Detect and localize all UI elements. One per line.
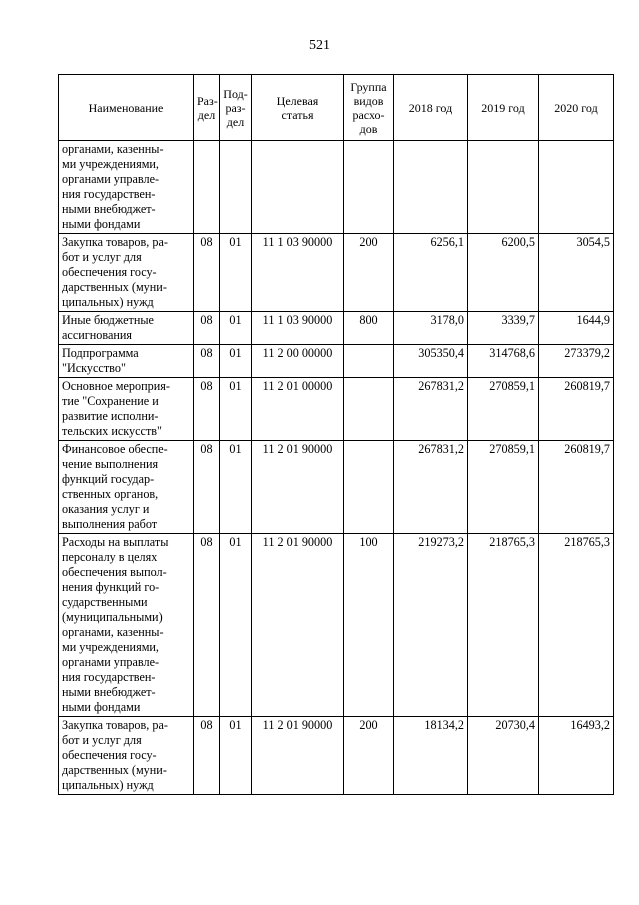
table-row [59, 378, 614, 441]
cell-2020: 260819,7 [539, 441, 614, 534]
header-subsection: Под- раз- дел [220, 75, 252, 141]
cell-2018: 219273,2 [394, 534, 468, 717]
cell-2018: 3178,0 [394, 312, 468, 345]
cell-name: органами, казенны- ми учреждениями, органами управле- ния государствен- ными внебюджет- ными фондами [59, 141, 194, 234]
cell-name: Закупка товаров, ра- бот и услуг для обеспечения госу- дарственных (муни- ципальных) нужд [59, 234, 194, 312]
cell-2019: 270859,1 [468, 441, 539, 534]
cell-group: 100 [344, 534, 394, 717]
cell-2019: 270859,1 [468, 378, 539, 441]
cell-section: 08 [194, 441, 220, 534]
cell-2018: 267831,2 [394, 441, 468, 534]
cell-group: 200 [344, 234, 394, 312]
cell-group [344, 441, 394, 534]
cell-2019: 3339,7 [468, 312, 539, 345]
cell-section: 08 [194, 312, 220, 345]
cell-section: 08 [194, 234, 220, 312]
cell-section [194, 141, 220, 234]
table-header-row [59, 75, 614, 141]
cell-group [344, 345, 394, 378]
page-number: 521 [309, 38, 330, 53]
cell-section: 08 [194, 717, 220, 795]
cell-2018: 18134,2 [394, 717, 468, 795]
header-2018: 2018 год [394, 75, 468, 141]
cell-subsection: 01 [220, 378, 252, 441]
cell-2020: 3054,5 [539, 234, 614, 312]
table-row [59, 141, 614, 234]
cell-target: 11 2 01 90000 [252, 717, 344, 795]
cell-section: 08 [194, 345, 220, 378]
cell-subsection: 01 [220, 717, 252, 795]
cell-group: 800 [344, 312, 394, 345]
cell-2020: 260819,7 [539, 378, 614, 441]
cell-name: Финансовое обеспе- чение выполнения функций государ- ственных органов, оказания услуг и выполнения работ [59, 441, 194, 534]
cell-name: Закупка товаров, ра- бот и услуг для обеспечения госу- дарственных (муни- ципальных) нужд [59, 717, 194, 795]
table-row [59, 234, 614, 312]
cell-2018: 6256,1 [394, 234, 468, 312]
cell-2018: 267831,2 [394, 378, 468, 441]
header-2020: 2020 год [539, 75, 614, 141]
cell-2020 [539, 141, 614, 234]
cell-2019: 20730,4 [468, 717, 539, 795]
cell-2018: 305350,4 [394, 345, 468, 378]
cell-group: 200 [344, 717, 394, 795]
header-section: Раз- дел [194, 75, 220, 141]
cell-subsection: 01 [220, 312, 252, 345]
cell-group [344, 378, 394, 441]
table-row [59, 345, 614, 378]
cell-section: 08 [194, 378, 220, 441]
table-row [59, 312, 614, 345]
cell-section: 08 [194, 534, 220, 717]
cell-2018 [394, 141, 468, 234]
cell-target: 11 2 01 90000 [252, 534, 344, 717]
cell-target: 11 2 01 00000 [252, 378, 344, 441]
cell-subsection: 01 [220, 234, 252, 312]
cell-2019 [468, 141, 539, 234]
cell-target: 11 2 00 00000 [252, 345, 344, 378]
cell-2019: 218765,3 [468, 534, 539, 717]
cell-2020: 1644,9 [539, 312, 614, 345]
cell-name: Расходы на выплаты персоналу в целях обеспечения выпол- нения функций го- сударственными (муниципальными) органами, казенны- ми учреждениями, органами управле- ния государствен- ными внебюджет- ными фондами [59, 534, 194, 717]
header-2019: 2019 год [468, 75, 539, 141]
cell-name: Основное мероприя- тие "Сохранение и развитие исполни- тельских искусств" [59, 378, 194, 441]
cell-name: Иные бюджетные ассигнования [59, 312, 194, 345]
cell-2020: 273379,2 [539, 345, 614, 378]
cell-target: 11 1 03 90000 [252, 312, 344, 345]
cell-2019: 6200,5 [468, 234, 539, 312]
cell-name: Подпрограмма "Искусство" [59, 345, 194, 378]
header-target: Целевая статья [252, 75, 344, 141]
cell-2020: 218765,3 [539, 534, 614, 717]
cell-target [252, 141, 344, 234]
cell-subsection: 01 [220, 534, 252, 717]
table-row [59, 441, 614, 534]
cell-2020: 16493,2 [539, 717, 614, 795]
budget-table [58, 74, 614, 795]
cell-2019: 314768,6 [468, 345, 539, 378]
cell-target: 11 2 01 90000 [252, 441, 344, 534]
cell-subsection [220, 141, 252, 234]
table-row [59, 534, 614, 717]
header-group: Группа видов расхо- дов [344, 75, 394, 141]
cell-target: 11 1 03 90000 [252, 234, 344, 312]
header-name: Наименование [59, 75, 194, 141]
cell-group [344, 141, 394, 234]
cell-subsection: 01 [220, 441, 252, 534]
table-row [59, 717, 614, 795]
cell-subsection: 01 [220, 345, 252, 378]
